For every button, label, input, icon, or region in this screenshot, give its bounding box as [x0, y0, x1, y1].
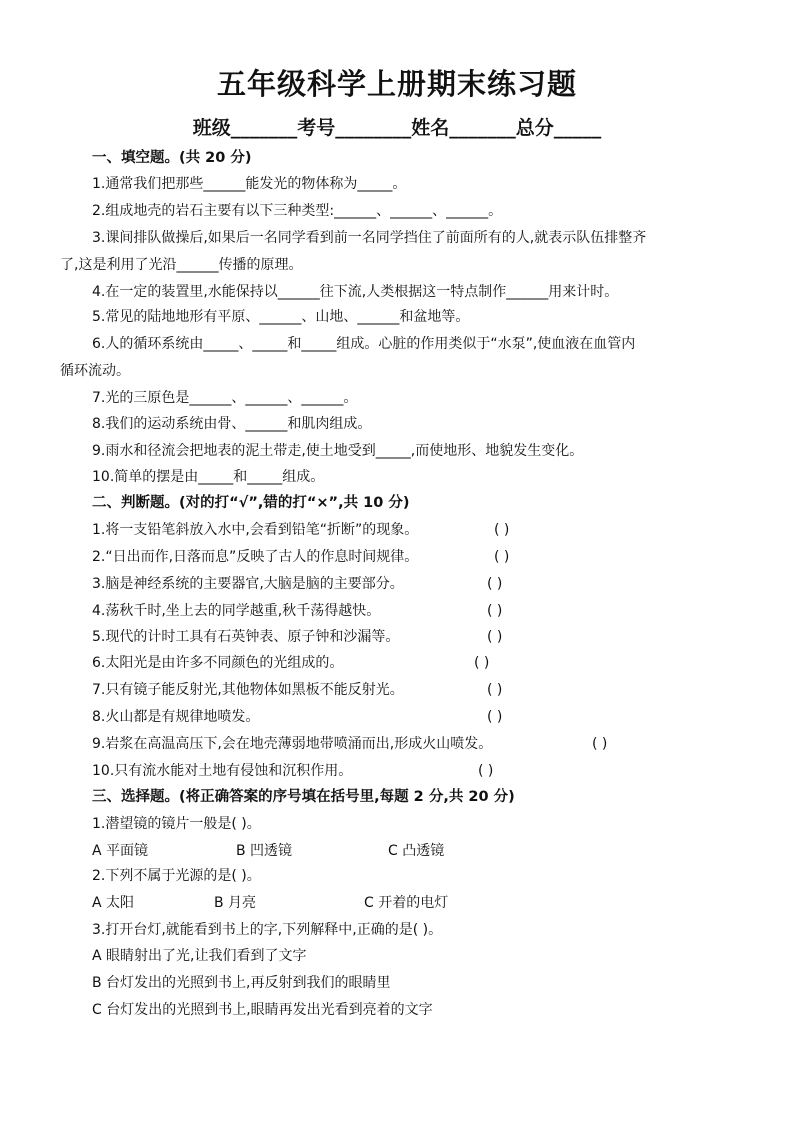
- choice-option-3c: C 台灯发出的光照到书上,眼睛再发出光看到亮着的文字: [92, 1002, 433, 1018]
- tf-question-10: 10.只有流水能对土地有侵蚀和沉积作用。: [92, 763, 353, 779]
- answer-paren: ( ): [478, 763, 494, 779]
- tf-question-4: 4.荡秋千时,坐上去的同学越重,秋千荡得越快。: [92, 603, 381, 619]
- answer-paren: ( ): [592, 736, 608, 752]
- choice-question-1: 1.潜望镜的镜片一般是( )。: [92, 816, 261, 832]
- section-heading-true-false: 二、判断题。(对的打“√”,错的打“×”,共 10 分): [92, 495, 410, 511]
- fill-question-10: 10.简单的摆是由_____和_____组成。: [92, 469, 325, 485]
- tf-question-7: 7.只有镜子能反射光,其他物体如黑板不能反射光。: [92, 682, 404, 698]
- choice-option-3a: A 眼睛射出了光,让我们看到了文字: [92, 948, 307, 964]
- fill-question-3-line1: 3.课间排队做操后,如果后一名同学看到前一名同学挡住了前面所有的人,就表示队伍排整齐: [92, 230, 647, 246]
- choice-option-3b: B 台灯发出的光照到书上,再反射到我们的眼睛里: [92, 975, 391, 991]
- choice-option-2b: B 月亮: [214, 895, 257, 911]
- answer-paren: ( ): [494, 549, 510, 565]
- fill-question-5: 5.常见的陆地地形有平原、______、山地、______和盆地等。: [92, 309, 470, 325]
- fill-question-3-line2: 了,这是利用了光沿______传播的原理。: [60, 257, 303, 273]
- tf-question-3: 3.脑是神经系统的主要器官,大脑是脑的主要部分。: [92, 576, 404, 592]
- choice-option-1c: C 凸透镜: [388, 843, 445, 859]
- fill-question-1: 1.通常我们把那些______能发光的物体称为_____。: [92, 176, 407, 192]
- choice-option-2c: C 开着的电灯: [364, 895, 449, 911]
- choice-option-1b: B 凹透镜: [236, 843, 293, 859]
- section-heading-fill-blank: 一、填空题。(共 20 分): [92, 150, 252, 166]
- page-title: 五年级科学上册期末练习题: [216, 67, 577, 101]
- answer-paren: ( ): [474, 655, 490, 671]
- tf-question-1: 1.将一支铅笔斜放入水中,会看到铅笔“折断”的现象。: [92, 522, 419, 538]
- answer-paren: ( ): [487, 576, 503, 592]
- tf-question-5: 5.现代的计时工具有石英钟表、原子钟和沙漏等。: [92, 629, 400, 645]
- section-heading-multiple-choice: 三、选择题。(将正确答案的序号填在括号里,每题 2 分,共 20 分): [92, 789, 515, 805]
- tf-question-8: 8.火山都是有规律地喷发。: [92, 709, 260, 725]
- fill-question-9: 9.雨水和径流会把地表的泥土带走,使土地受到_____,而使地形、地貌发生变化。: [92, 443, 584, 459]
- tf-question-2: 2.“日出而作,日落而息”反映了古人的作息时间规律。: [92, 549, 419, 565]
- answer-paren: ( ): [487, 603, 503, 619]
- answer-paren: ( ): [487, 682, 503, 698]
- fill-question-2: 2.组成地壳的岩石主要有以下三种类型:______、______、______。: [92, 203, 503, 219]
- tf-question-6: 6.太阳光是由许多不同颜色的光组成的。: [92, 655, 344, 671]
- answer-paren: ( ): [487, 629, 503, 645]
- choice-option-2a: A 太阳: [92, 895, 135, 911]
- answer-paren: ( ): [494, 522, 510, 538]
- choice-option-1a: A 平面镜: [92, 843, 149, 859]
- fill-question-8: 8.我们的运动系统由骨、______和肌肉组成。: [92, 416, 372, 432]
- tf-question-9: 9.岩浆在高温高压下,会在地壳薄弱地带喷涌而出,形成火山喷发。: [92, 736, 493, 752]
- student-info-line: 班级_______考号________姓名_______总分_____: [192, 117, 602, 139]
- answer-paren: ( ): [487, 709, 503, 725]
- fill-question-6-line2: 循环流动。: [60, 363, 130, 379]
- fill-question-6-line1: 6.人的循环系统由_____、_____和_____组成。心脏的作用类似于“水泵”,使血液在血管内: [92, 336, 636, 352]
- choice-question-3: 3.打开台灯,就能看到书上的字,下列解释中,正确的是( )。: [92, 922, 443, 938]
- fill-question-7: 7.光的三原色是______、______、______。: [92, 390, 358, 406]
- fill-question-4: 4.在一定的装置里,水能保持以______往下流,人类根据这一特点制作______用来计时。: [92, 284, 619, 300]
- choice-question-2: 2.下列不属于光源的是( )。: [92, 868, 261, 884]
